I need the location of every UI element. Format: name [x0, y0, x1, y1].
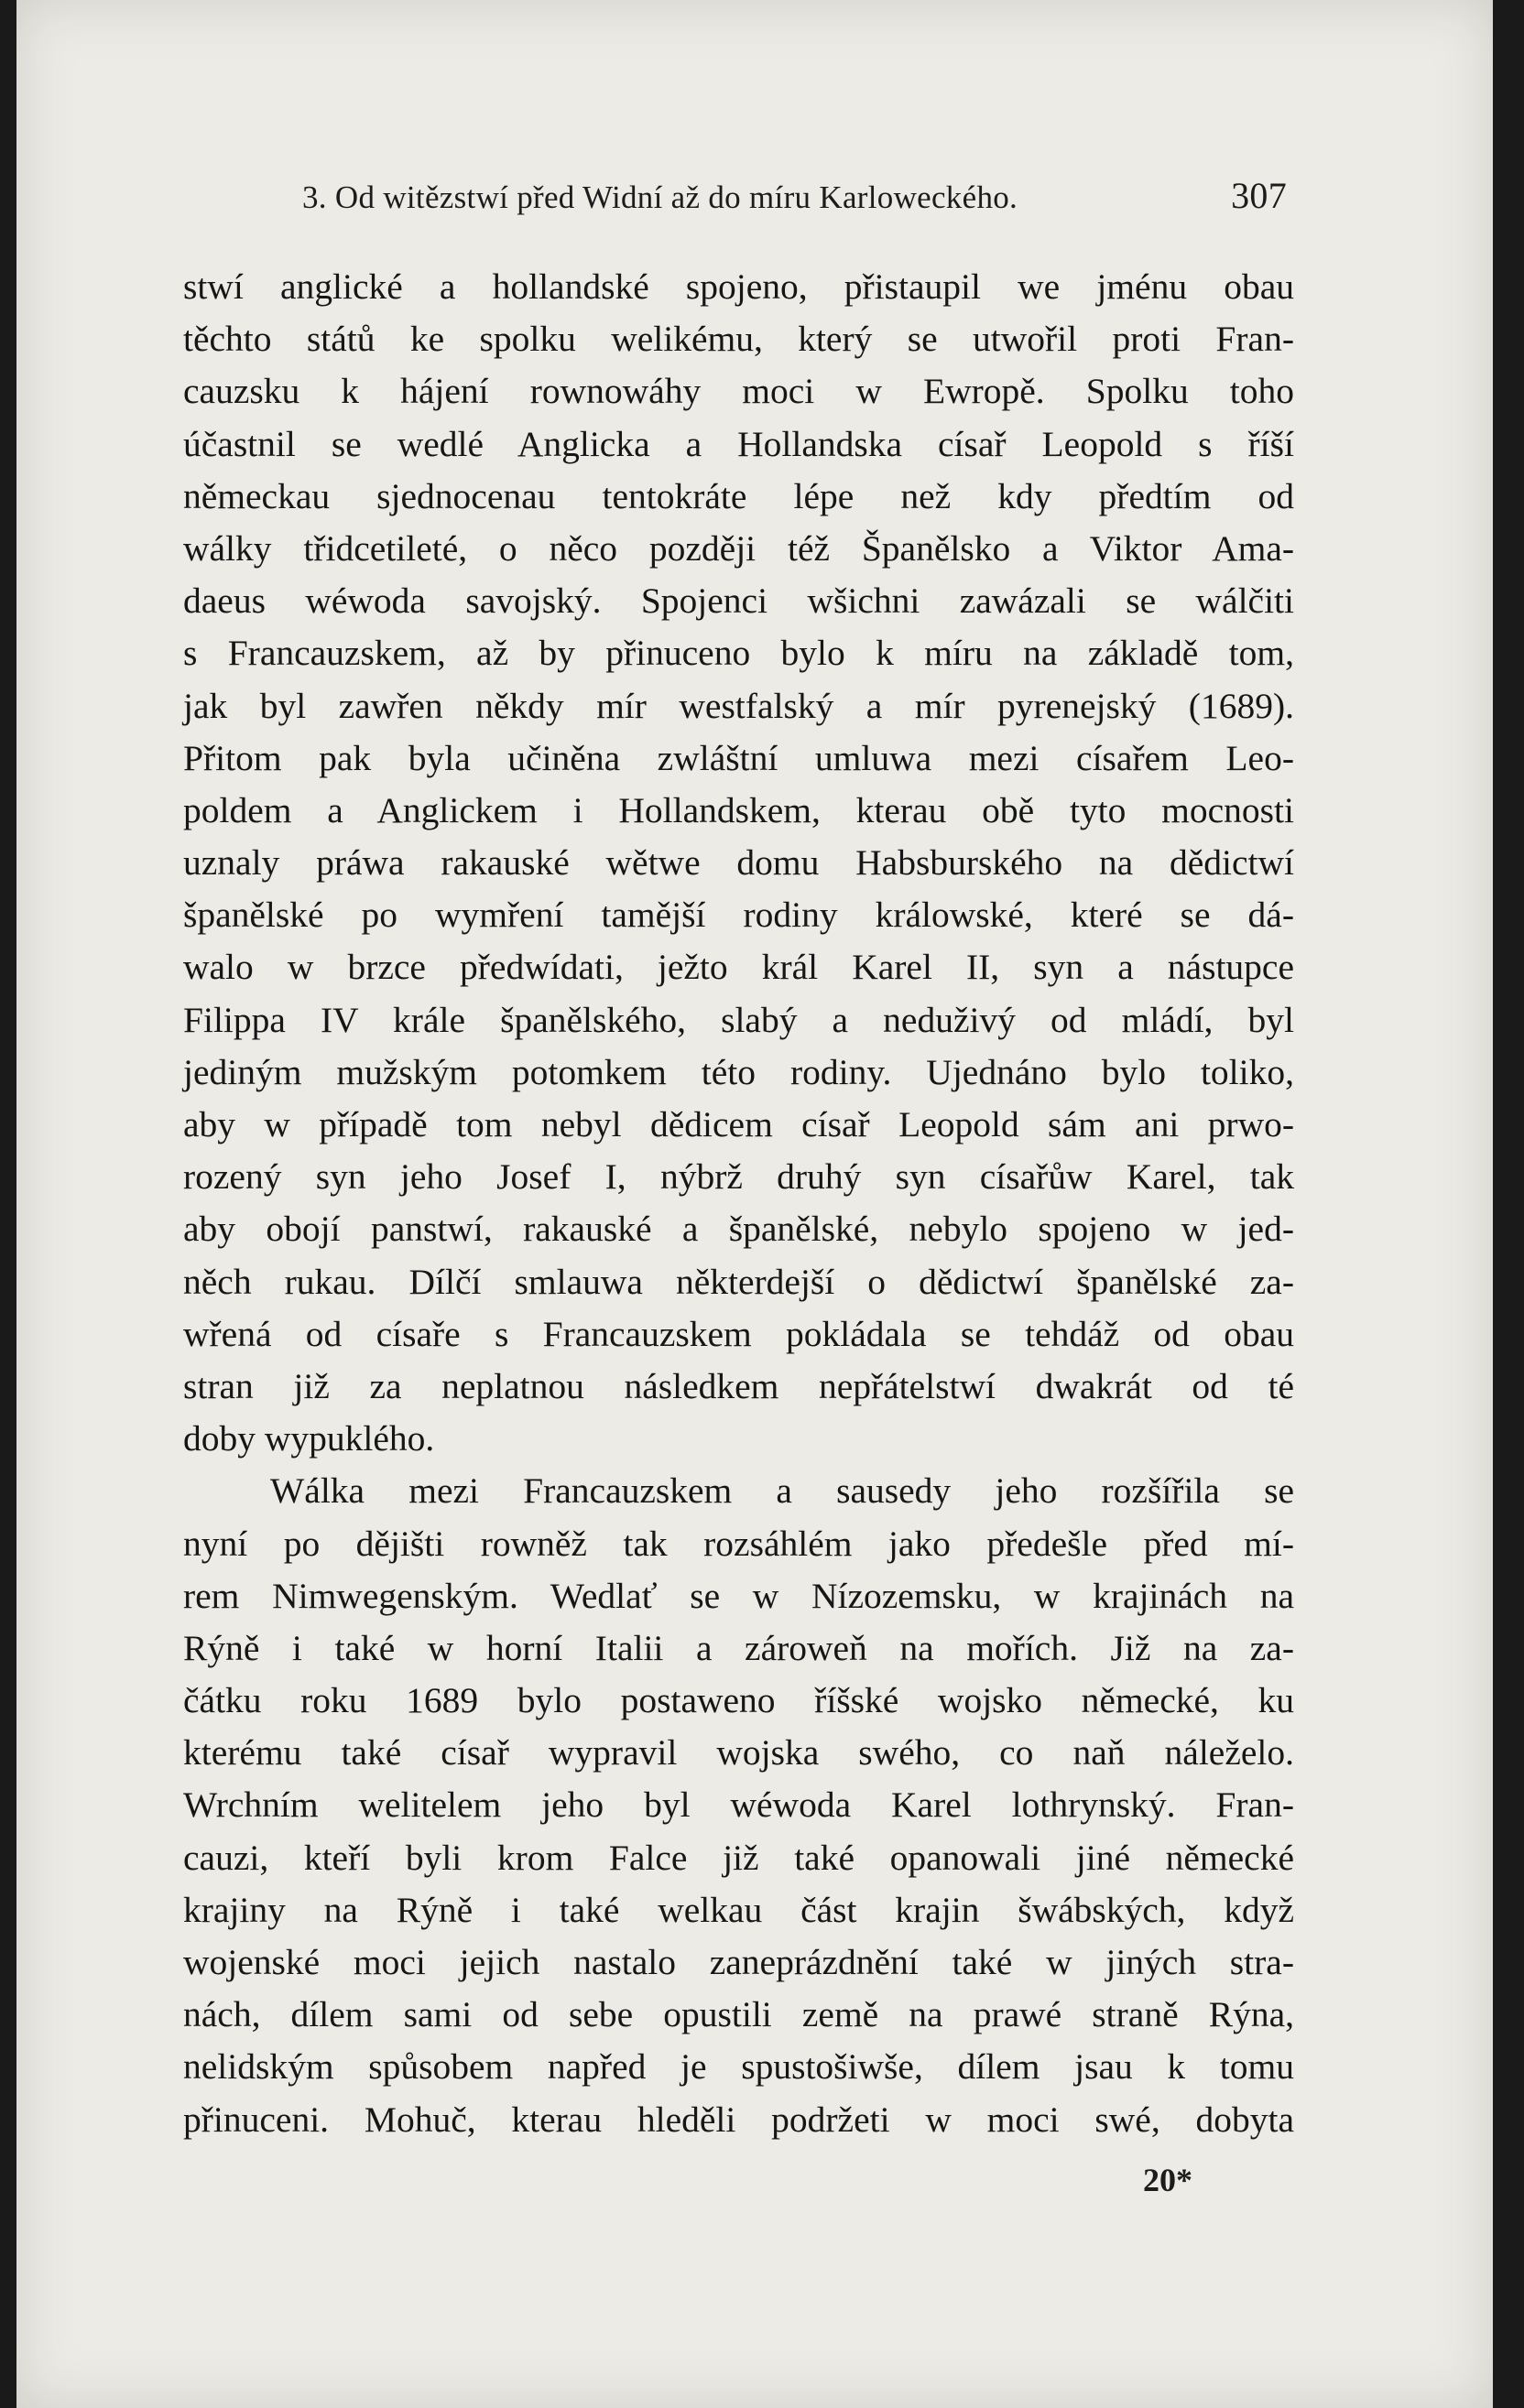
text-line: jak byl zawřen někdy mír westfalský a mír pyrenejský (1689). — [183, 685, 1294, 726]
page-header — [302, 174, 1287, 229]
text-line: čátku roku 1689 bylo postaweno říšské wojsko německé, ku — [183, 1680, 1294, 1721]
text-line: aby obojí panstwí, rakauské a španělské, nebylo spojeno w jed- — [183, 1209, 1294, 1250]
text-line: něch rukau. Dílčí smlauwa některdejší o dědictwí španělské za- — [183, 1261, 1294, 1302]
text-line: cauzsku k hájení rownowáhy moci w Ewropě. Spolku toho — [183, 371, 1294, 412]
paragraph-start-line: Wálka mezi Francauzskem a sausedy jeho rozšířila se — [270, 1470, 1294, 1512]
text-line: Přitom pak byla učiněna zwláštní umluwa mezi císařem Leo- — [183, 737, 1294, 778]
body-text — [183, 261, 1294, 2146]
text-line: krajiny na Rýně i také welkau část krajin šwábských, když — [183, 1889, 1294, 1930]
text-line: aby w případě tom nebyl dědicem císař Leopold sám ani prwo- — [183, 1104, 1294, 1144]
text-line: rem Nimwegenským. Wedlať se w Nízozemsku, w krajinách na — [183, 1575, 1294, 1616]
text-line: přinuceni. Mohuč, kterau hleděli podržeti w moci swé, dobyta — [183, 2099, 1294, 2140]
text-line: nyní po dějišti rowněž tak rozsáhlém jako předešle před mí- — [183, 1523, 1294, 1564]
text-line: poldem a Anglickem i Hollandskem, kterau obě tyto mocnosti — [183, 789, 1294, 830]
text-line: s Francauzskem, až by přinuceno bylo k míru na základě tom, — [183, 633, 1294, 674]
text-line: kterému také císař wypravil wojska swého, co naň náleželo. — [183, 1732, 1294, 1773]
text-line: wálky třidcetileté, o něco později též Španělsko a Viktor Ama- — [183, 527, 1294, 569]
text-line: walo w brzce předwídati, ježto král Karel II, syn a nástupce — [183, 947, 1294, 988]
text-line: wřená od císaře s Francauzskem pokládala se tehdáž od obau — [183, 1313, 1294, 1354]
text-line: španělské po wymření tamější rodiny králowské, které se dá- — [183, 895, 1294, 936]
text-line: jediným mužským potomkem této rodiny. Ujednáno bylo toliko, — [183, 1051, 1294, 1092]
text-line: daeus wéwoda savojský. Spojenci wšichni zawázali se wálčiti — [183, 580, 1294, 622]
text-line: těchto států ke spolku welikému, který se utwořil proti Fran- — [183, 319, 1294, 360]
page-number: 307 — [1231, 175, 1287, 216]
text-line: rozený syn jeho Josef I, nýbrž druhý syn císařůw Karel, tak — [183, 1156, 1294, 1198]
text-line: účastnil se wedlé Anglicka a Hollandska císař Leopold s říší — [183, 423, 1294, 464]
text-line: Rýně i také w horní Italii a zároweň na mořích. Již na za- — [183, 1627, 1294, 1668]
text-line: Filippa IV krále španělského, slabý a neduživý od mládí, byl — [183, 999, 1294, 1040]
book-page — [16, 0, 1493, 2408]
text-line: wojenské moci jejich nastalo zaneprázdnění také w jiných stra- — [183, 1942, 1294, 1982]
text-line: stwí anglické a hollandské spojeno, přistaupil we jménu obau — [183, 266, 1294, 307]
text-line: německau sjednocenau tentokráte lépe než kdy předtím od — [183, 475, 1294, 516]
text-line: cauzi, kteří byli krom Falce již také opanowali jiné německé — [183, 1837, 1294, 1878]
signature-mark: 20* — [1143, 2162, 1192, 2198]
text-line: Wrchním welitelem jeho byl wéwoda Karel lothrynský. Fran- — [183, 1784, 1294, 1826]
text-line: nách, dílem sami od sebe opustili země na prawé straně Rýna, — [183, 1994, 1294, 2035]
text-line: stran již za neplatnou následkem nepřátelstwí dwakrát od té — [183, 1365, 1294, 1406]
running-title: 3. Od witězstwí před Widní až do míru Karloweckého. — [302, 179, 1018, 215]
paragraph-end-line: doby wypuklého. — [183, 1418, 435, 1459]
text-line: uznaly práwa rakauské wětwe domu Habsburského na dědictwí — [183, 842, 1294, 884]
text-line: nelidským spůsobem napřed je spustošiwše, dílem jsau k tomu — [183, 2046, 1294, 2088]
